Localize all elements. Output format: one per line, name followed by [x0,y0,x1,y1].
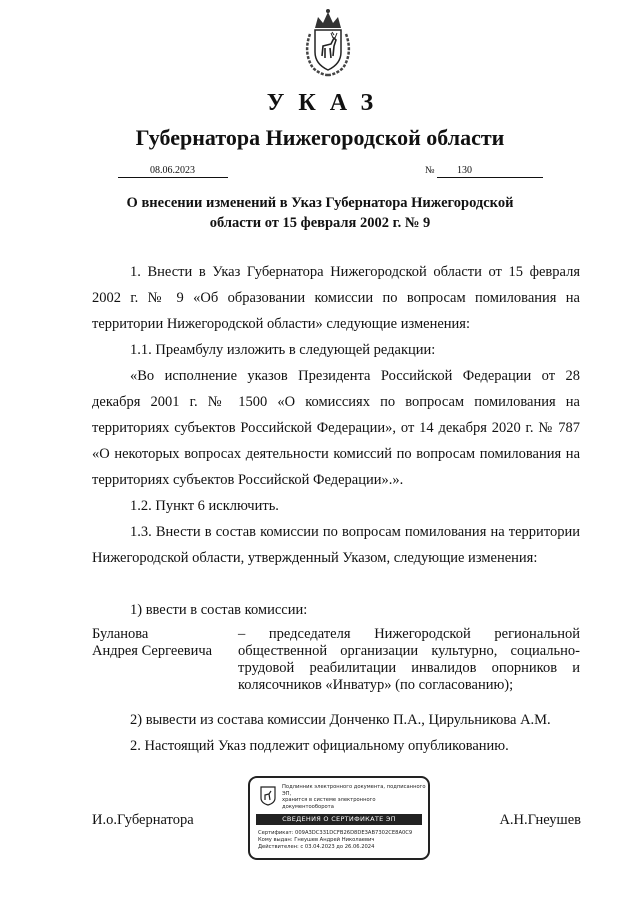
document-number: 130 [437,165,543,178]
candidate-surname: Буланова [92,626,149,642]
paragraph-2: 2. Настоящий Указ подлежит официальному опубликованию. [130,738,509,754]
paragraph-1-3: 1.3. Внести в состав комиссии по вопросам помилования на территории Нижегородской области, утвержденный Указом, следующие изменения: [92,524,580,566]
paragraph-1: 1. Внести в Указ Губернатора Нижегородской области от 15 февраля 2002 г. № 9 «Об образовании комиссии по вопросам помилования на территории Нижегородской области» следующие изменения: [92,264,580,332]
document-heading [100,193,540,233]
candidate-name [92,626,232,660]
candidate-role: – председателя Нижегородской региональной общественной организации культурно, социально-трудовой реабилитации инвалидов опорников и колясочников «Инватур» (по согласованию); [238,626,580,693]
stamp-certificate: Сертификат: 009A3DC331DCFB26D8DE3AB7302CE8A0C9 [258,830,413,836]
stamp-validity: Действителен: с 03.04.2023 до 26.06.2024 [258,844,375,850]
stamp-banner: СВЕДЕНИЯ О СЕРТИФИКАТЕ ЭП [256,814,422,825]
stamp-header-line-1: Подлинник электронного документа, подписанного ЭП, [282,784,426,797]
heading-line-2: области от 15 февраля 2002 г. № 9 [209,215,431,231]
paragraph-preamble: «Во исполнение указов Президента Российской Федерации от 28 декабря 2001 г. № 1500 «О комиссиях по вопросам помилования на территориях субъектов Российской Федерации», от 14 декабря 2020 г. № 787 «О некоторых вопросах деятельности комиссий по вопросам помилования на территориях субъектов Российской Федерации».». [92,368,580,488]
electronic-signature-stamp [248,776,430,860]
coat-of-arms-icon [301,8,355,78]
stamp-header [282,784,428,810]
stamp-emblem-icon [260,786,276,806]
document-issuer: Губернатора Нижегородской области [135,125,505,150]
signatory-position: И.о.Губернатора [92,812,194,828]
paragraph-remove-members: 2) вывести из состава комиссии Донченко П.А., Цирульникова А.М. [130,712,551,728]
document-type: УКАЗ [266,90,388,116]
signatory-name: А.Н.Гнеушев [499,812,581,828]
heading-line-1: О внесении изменений в Указ Губернатора Нижегородской [126,195,514,211]
paragraph-1-2: 1.2. Пункт 6 исключить. [130,498,279,514]
document-date: 08.06.2023 [118,165,228,178]
candidate-given-names: Андрея Сергеевича [92,643,213,659]
paragraph-1-1: 1.1. Преамбулу изложить в следующей редакции: [130,342,436,358]
paragraph-add-members: 1) ввести в состав комиссии: [130,602,308,618]
number-label: № [425,165,435,176]
stamp-owner: Кому выдан: Гнеушев Андрей Николаевич [258,837,375,843]
stamp-header-line-2: хранится в системе электронного документооборота [282,797,376,810]
